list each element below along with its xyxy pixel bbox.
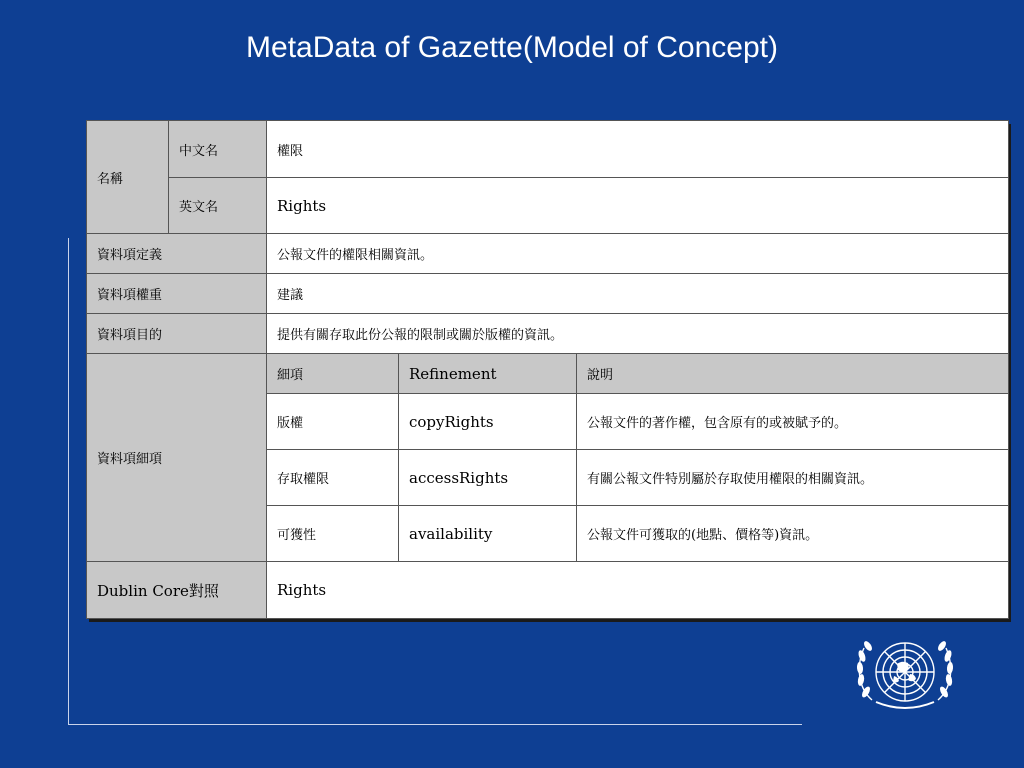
definition-value-cell: 公報文件的權限相關資訊。	[267, 234, 1009, 274]
sub-header-desc: 說明	[577, 354, 1009, 394]
decorative-horizontal-line	[68, 724, 802, 725]
weight-value-cell: 建議	[267, 274, 1009, 314]
table-row	[87, 234, 1009, 274]
table-row	[87, 354, 1009, 394]
purpose-value-cell: 提供有關存取此份公報的限制或關於版權的資訊。	[267, 314, 1009, 354]
details-label-cell: 資料項細項	[87, 354, 267, 562]
sub-item-cell: 可獲性	[267, 506, 399, 562]
sub-desc-cell: 有關公報文件特別屬於存取使用權限的相關資訊。	[577, 450, 1009, 506]
en-name-label-cell: 英文名	[169, 178, 267, 234]
sub-refinement-cell: accessRights	[399, 450, 577, 506]
purpose-label-cell: 資料項目的	[87, 314, 267, 354]
table-row	[87, 274, 1009, 314]
definition-label-cell: 資料項定義	[87, 234, 267, 274]
slide-title: MetaData of Gazette(Model of Concept)	[246, 31, 778, 64]
weight-label-cell: 資料項權重	[87, 274, 267, 314]
sub-header-item: 細項	[267, 354, 399, 394]
sub-refinement-cell: availability	[399, 506, 577, 562]
table-row	[87, 178, 1009, 234]
sub-item-cell: 版權	[267, 394, 399, 450]
dc-label-cell: Dublin Core對照	[87, 562, 267, 619]
table-row	[87, 562, 1009, 619]
cn-name-label-cell: 中文名	[169, 121, 267, 178]
cn-name-value-cell: 權限	[267, 121, 1009, 178]
dc-value-cell: Rights	[267, 562, 1009, 619]
decorative-vertical-line	[68, 238, 69, 724]
un-emblem-icon	[852, 630, 958, 714]
metadata-table	[86, 120, 1009, 619]
sub-header-refinement: Refinement	[399, 354, 577, 394]
sub-desc-cell: 公報文件可獲取的(地點、價格等)資訊。	[577, 506, 1009, 562]
table-row	[87, 121, 1009, 178]
table-row	[87, 314, 1009, 354]
en-name-value-cell: Rights	[267, 178, 1009, 234]
sub-refinement-cell: copyRights	[399, 394, 577, 450]
sub-item-cell: 存取權限	[267, 450, 399, 506]
sub-desc-cell: 公報文件的著作權，包含原有的或被賦予的。	[577, 394, 1009, 450]
name-label-cell: 名稱	[87, 121, 169, 234]
